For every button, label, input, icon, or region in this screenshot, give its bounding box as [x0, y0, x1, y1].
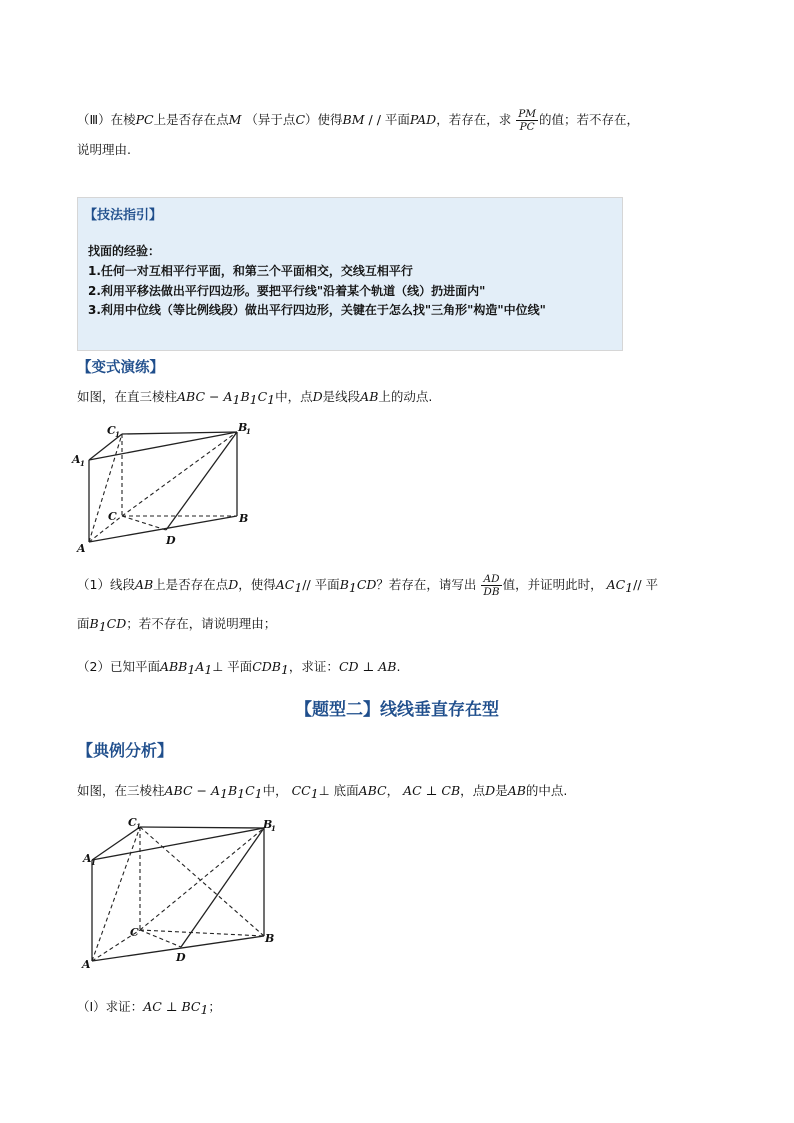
part3-line1: （Ⅲ）在棱PC上是否存在点M （异于点C）使得BM / / 平面PAD，若存在，求 $\frac{PM}{PC}$ 的值；若不存在， — [77, 108, 640, 133]
heading-type-2: 【题型二】线线垂直存在型 — [295, 700, 499, 720]
part3-line2: 说明理由. — [77, 142, 131, 157]
svg-text:1: 1 — [246, 427, 251, 436]
svg-text:1: 1 — [136, 822, 141, 831]
tips-item-3: 3.利用中位线（等比例线段）做出平行四边形，关键在于怎么找"三角形"构造"中位线" — [88, 303, 546, 317]
fraction-pm-pc: $\frac{PM}{PC}$ — [518, 108, 537, 133]
variant-q1-line1: （1）线段AB上是否存在点D，使得$AC_1//$ 平面$B_1CD$？若存在，请写出 $\frac{AD}{DB}$ 值，并证明此时， $AC_1//$ 平 — [77, 573, 659, 598]
label-b1: B — [263, 818, 273, 831]
tips-title: 找面的经验： — [88, 244, 161, 258]
label-b1: B — [238, 421, 248, 434]
variant-tag: 【变式演练】 — [77, 360, 164, 376]
figure-prism-2 — [72, 812, 282, 972]
label-c1: C — [107, 424, 116, 437]
label-d: D — [166, 534, 176, 547]
tips-box — [77, 197, 623, 351]
example-intro: 如图，在三棱柱ABC − $A_1B_1C_1$中， $CC_1\perp$ 底面ABC， AC ⊥ CB，点D是AB的中点. — [77, 783, 568, 801]
label-a: A — [77, 542, 86, 555]
example-q1: （Ⅰ）求证：AC ⊥ $BC_1$； — [77, 999, 221, 1017]
fraction-ad-db: $\frac{AD}{DB}$ — [483, 573, 500, 598]
svg-text:1: 1 — [115, 430, 120, 439]
variant-intro: 如图，在直三棱柱ABC − $A_1B_1C_1$中，点D是线段AB上的动点. — [77, 389, 433, 407]
variant-q2: （2）已知平面$ABB_1A_1\perp$ 平面$CDB_1$，求证：CD ⊥ AB. — [77, 659, 401, 677]
svg-text:1: 1 — [91, 858, 96, 867]
label-a1: A — [72, 453, 81, 466]
example-tag: 【典例分析】 — [77, 741, 174, 760]
figure-prism-1 — [70, 420, 260, 560]
label-c1: C — [128, 816, 137, 829]
variant-q1-line2: 面$B_1CD$；若不存在，请说明理由； — [77, 616, 277, 634]
label-c: C — [108, 510, 117, 523]
svg-text:1: 1 — [80, 459, 85, 468]
label-a: A — [82, 958, 91, 971]
tips-item-2: 2.利用平移法做出平行四边形。要把平行线"沿着某个轨道（线）扔进面内" — [88, 284, 486, 298]
label-d: D — [176, 951, 186, 964]
tips-tag: 【技法指引】 — [84, 208, 163, 223]
label-b: B — [239, 512, 249, 525]
tips-item-1: 1.任何一对互相平行平面，和第三个平面相交，交线互相平行 — [88, 264, 413, 278]
label-b: B — [265, 932, 275, 945]
label-c: C — [130, 926, 139, 939]
svg-text:1: 1 — [271, 824, 276, 833]
label-a1: A — [83, 852, 92, 865]
